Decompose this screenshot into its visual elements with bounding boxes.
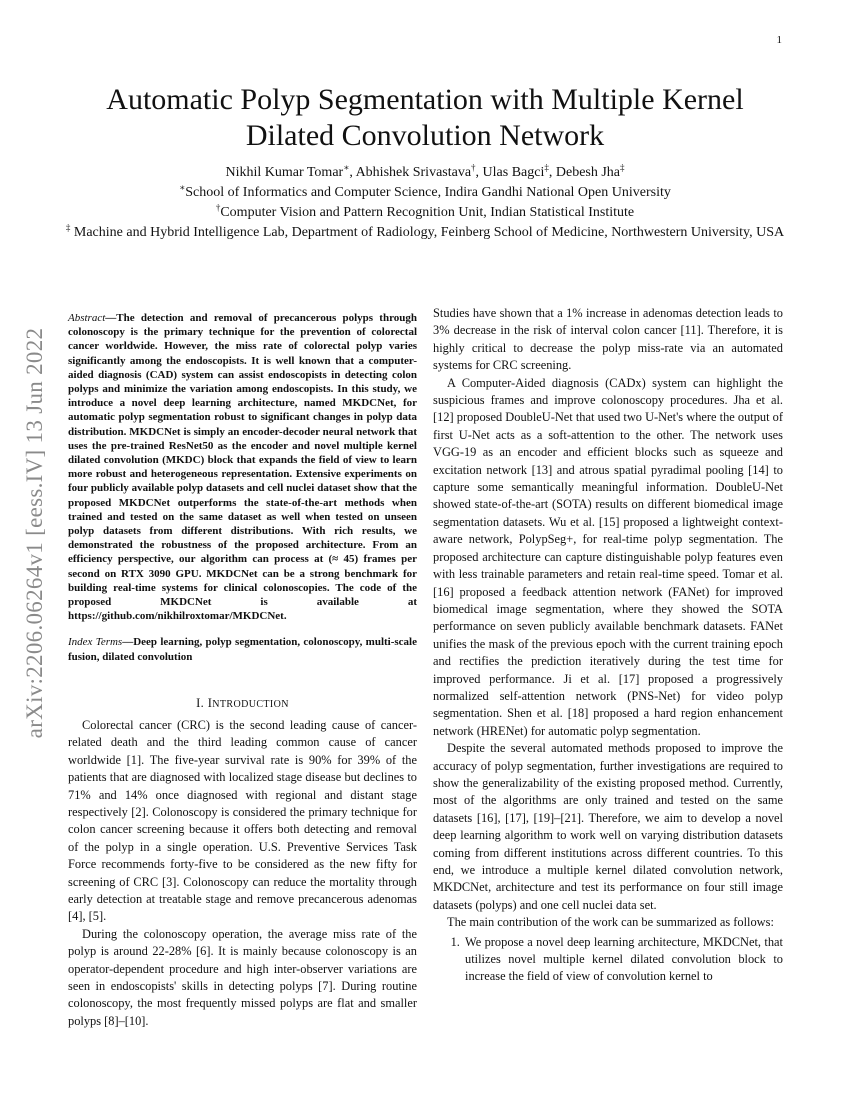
body-paragraph: Despite the several automated methods proposed to improve the accuracy of polyp segmentation, further investigations are required to show the generalizability of the existing proposed method. Currently, most of the algorithms are only trained and tested on the same datasets [16], [17], [19]–[21]. Therefore, we aim to develop a novel deep learning algorithm to work well on varying distribution datasets coming from different institutions across different countries. To this end, we introduce a multiple kernel dilated convolution network, MKDCNet, architecture and test its performance on four still image datasets (polyps) and one cell nuclei data set. xyxy=(433,741,783,912)
contribution-list xyxy=(433,934,783,986)
right-column xyxy=(433,305,783,986)
body-paragraph: Studies have shown that a 1% increase in adenomas detection leads to 3% decrease in the risk of interval colon cancer [11]. Therefore, it is highly critical to decrease the polyp miss-rate via an automated systems for CRC screening. xyxy=(433,306,783,373)
paper-title: Automatic Polyp Segmentation with Multiple Kernel Dilated Convolution Network xyxy=(106,83,744,152)
author-block xyxy=(60,163,790,243)
author-mark: ‡ xyxy=(620,162,625,173)
section-title-rest: NTRODUCTION xyxy=(212,698,289,710)
section-heading-introduction xyxy=(68,696,417,711)
affiliation-text: Machine and Hybrid Intelligence Lab, Department of Radiology, Feinberg School of Medicine, Northwestern University, USA xyxy=(70,225,785,240)
arxiv-stamp: arXiv:2206.06264v1 [eess.IV] 13 Jun 2022 xyxy=(22,327,47,739)
affiliation-text: Computer Vision and Pattern Recognition Unit, Indian Statistical Institute xyxy=(220,205,635,220)
body-paragraph: A Computer-Aided diagnosis (CADx) system can highlight the suspicious frames and improve colonoscopy procedures. Jha et al. [12] proposed DoubleU-Net that used two U-Net's where the output of first U-Net acts as a soft-attention to the other. The network uses VGG-19 as an encoder and efficient blocks such as squeeze and excitation network [13] and atrous spatial pyradimal pooling [14] to capture some semantically meaningful information. DoubleU-Net showed state-of-the-art (SOTA) results on different biomedical image segmentation datasets. Wu et al. [15] proposed a lightweight context-aware network, PolypSeg+, for real-time polyp segmentation. The proposed architecture can capture distinguishable polyp features even with less trainable parameters and retain real-time speed. Tomar et al. [16] proposed a feedback attention network (FANet) for improved biomedical image segmentation, where they showed the SOTA performance on seven publicly available benchmark datasets. FANet unifies the mask of the previous epoch with the current training epoch and rectifies the prediction iteratively during the test time for improved performance. Ji et al. [17] proposed a progressively normalized self-attention network (PNS-Net) for video polyp segmentation. Shen et al. [18] proposed a hard region enhancement network (HRENet) for automatic polyp segmentation. xyxy=(433,375,783,738)
author-name: Abhishek Srivastava xyxy=(355,165,472,180)
page-number: 1 xyxy=(776,34,782,46)
author-name: Nikhil Kumar Tomar xyxy=(225,165,344,180)
author-mark: ∗ xyxy=(343,162,350,173)
affiliation-mark: † xyxy=(215,202,221,213)
affiliation xyxy=(60,203,790,223)
body-paragraph: The main contribution of the work can be summarized as follows: xyxy=(447,915,774,930)
author-mark: ‡ xyxy=(544,162,549,173)
section-number: I. xyxy=(196,695,208,710)
author-names: Nikhil Kumar Tomar∗, Abhishek Srivastava†, Ulas Bagci‡, Debesh Jha‡ xyxy=(225,162,625,180)
index-terms-label: Index Terms xyxy=(68,636,123,649)
author-mark: † xyxy=(471,162,476,173)
index-terms xyxy=(68,635,417,663)
left-column xyxy=(68,311,417,1030)
affiliation-text: School of Informatics and Computer Science, Indira Gandhi National Open University xyxy=(185,185,671,200)
contribution-item: 1. We propose a novel deep learning architecture, MKDCNet, that utilizes novel multiple kernel dilated convolution block to increase the field of view of convolution kernel to xyxy=(463,934,783,986)
affiliation xyxy=(60,223,790,243)
abstract xyxy=(68,311,417,623)
author-name: Debesh Jha xyxy=(555,165,621,180)
body-paragraph: Colorectal cancer (CRC) is the second leading cause of cancer-related death and the third leading common cause of cancer worldwide [1]. The five-year survival rate is 90% for 39% of the patients that are diagnosed with localized stage disease but declines to 71% and 14% once diagnosed with regional and distant stage respectively [2]. Colonoscopy is considered the primary technique for colon cancer screening because it offers both detecting and removal of the polyp in a single operation. U.S. Preventive Services Task Force recommends forty-five to be considered as the new fifty for screening of CRC [3]. Colonoscopy can reduce the mortality through early detection at treatable stage and remove precancerous adenomas [4], [5]. xyxy=(68,717,417,924)
affiliation xyxy=(60,183,790,203)
section-initial: I xyxy=(207,695,213,710)
abstract-label: Abstract xyxy=(68,312,106,324)
index-terms-text: —Deep learning, polyp segmentation, colonoscopy, multi-scale fusion, dilated convolution xyxy=(68,636,417,663)
affiliation-mark: ∗ xyxy=(179,182,186,193)
author-name: Ulas Bagci xyxy=(482,165,545,180)
abstract-text: —The detection and removal of precancerous polyps through colonoscopy is the primary technique for the prevention of colorectal cancer worldwide. However, the miss rate of colorectal polyp varies significantly among the endoscopists. It is well known that a computer-aided diagnosis (CAD) system can assist endoscopists in detecting colon polyps and minimize the variation among endoscopists. In this study, we introduce a novel deep learning architecture, named MKDCNet, for automatic polyp segmentation robust to significant changes in polyp data distribution. MKDCNet is simply an encoder-decoder neural network that uses the pre-trained ResNet50 as the encoder and novel multiple kernel dilated convolution (MKDC) block that expands the field of view to learn more robust and heterogeneous representation. Extensive experiments on four publicly available polyp datasets and cell nuclei dataset show that the proposed MKDCNet outperforms the state-of-the-art methods when trained and tested on the same dataset as well when tested on unseen polyp datasets from different distributions. With rich results, we demonstrated the robustness of the proposed architecture. From an efficiency perspective, our algorithm can process at (≈ 45) frames per second on RTX 3090 GPU. MKDCNet can be a strong benchmark for building real-time systems for clinical colonoscopies. The code of the proposed MKDCNet is available at https://github.com/nikhilroxtomar/MKDCNet. xyxy=(68,312,417,623)
affiliation-mark: ‡ xyxy=(65,222,71,233)
body-paragraph: During the colonoscopy operation, the average miss rate of the polyp is around 22-28% [6]. It is mainly because colonoscopy is an operator-dependent procedure and high inter-observer variations are seen in endoscopists' skills in detecting polyps [7]. During routine colonoscopy, the most frequently missed polyps are flat and smaller polyps [8]–[10]. xyxy=(68,926,417,1028)
